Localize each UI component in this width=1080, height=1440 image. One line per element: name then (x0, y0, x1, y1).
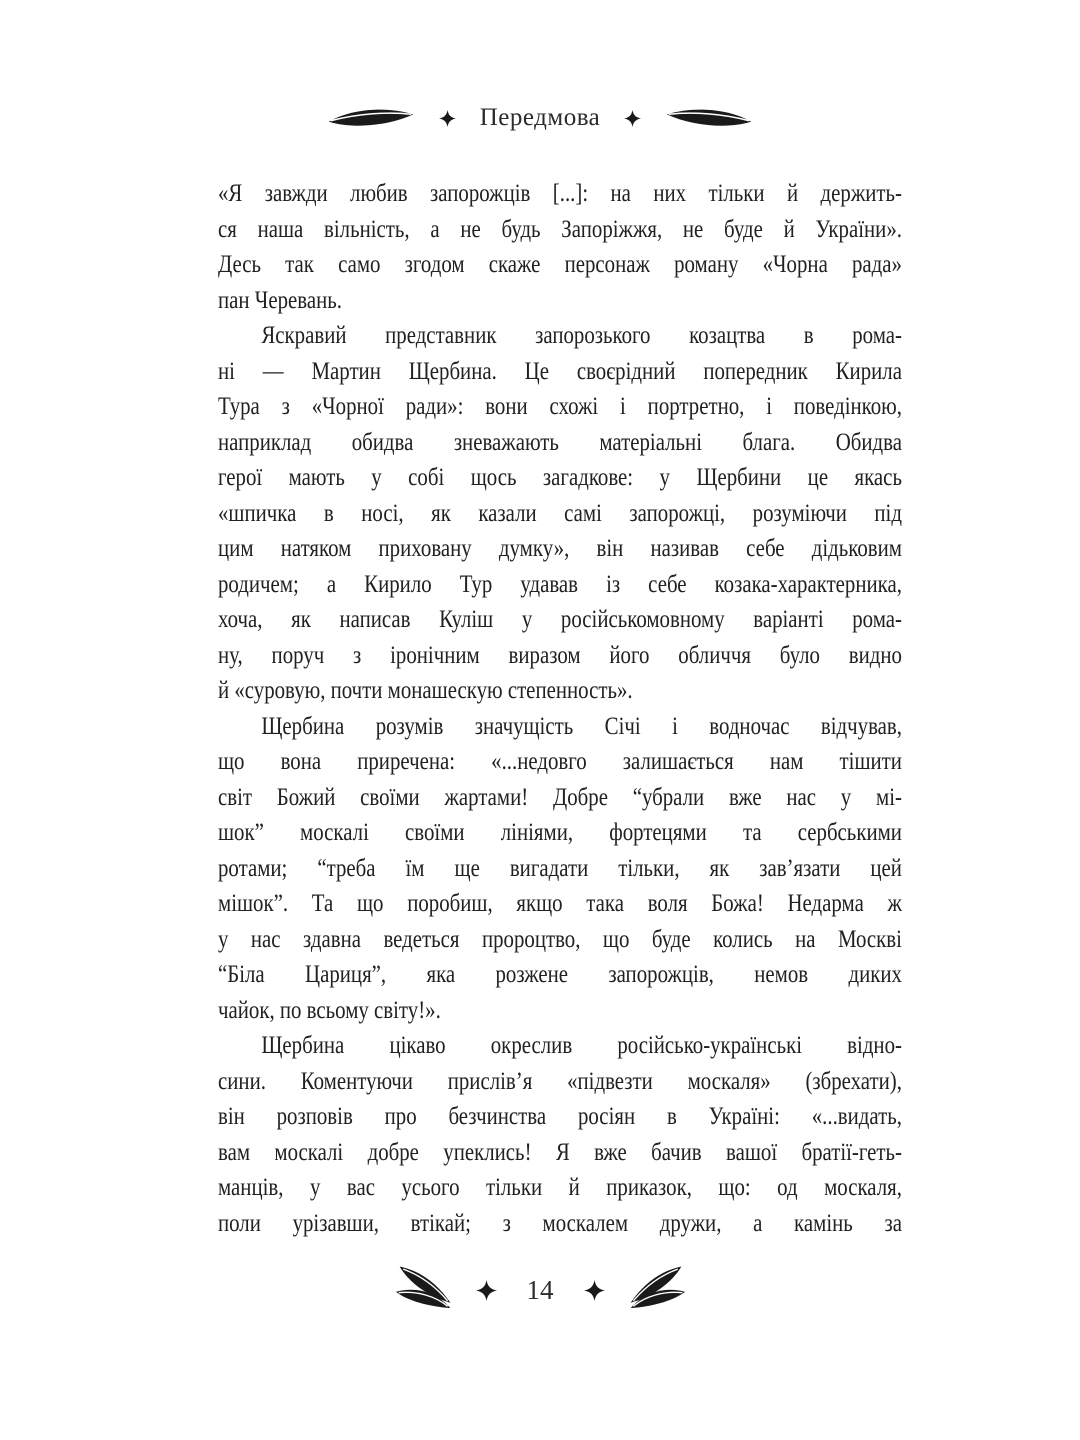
leaf-ornament-right-icon (665, 105, 753, 131)
text-line: Тура з «Чорної ради»: вони схожі і портретно, і поведінкою, (218, 393, 902, 420)
paragraph (218, 709, 902, 1029)
text-line: він розповів про безчинства росіян в Україні: «...видать, (218, 1103, 902, 1130)
text-line: «Я завжди любив запорожців [...]: на них тільки й держить- (218, 180, 902, 207)
page-number: 14 (526, 1274, 554, 1305)
text-line: шок” москалі своїми лініями, фортецями та сербськими (218, 819, 902, 846)
text-line: поли урізавши, втікай; з москалем дружи, а камінь за (218, 1209, 902, 1237)
diamond-star-icon (624, 110, 641, 127)
paragraph (218, 176, 902, 318)
text-line: ну, поруч з іронічним виразом його обличчя було видно (218, 641, 902, 669)
text-line: у нас здавна ведеться пророцтво, що буде колись на Москві (218, 925, 902, 953)
text-line: й «суровую, почти монашескую степенность». (218, 677, 633, 704)
text-line: цим натяком приховану думку», він називав себе дідьковим (218, 535, 902, 562)
double-leaf-ornament-left-icon (396, 1266, 454, 1314)
text-line: наприклад обидва зневажають матеріальні блага. Обидва (218, 428, 902, 456)
chapter-title: Передмова (479, 104, 601, 131)
text-line: герої мають у собі щось загадкове: у Щербини це якась (218, 464, 902, 491)
page-header (0, 104, 1080, 132)
text-line: “Біла Цариця”, яка розжене запорожців, немов диких (218, 961, 902, 988)
page-body (218, 176, 902, 1241)
text-line: «шпичка в носі, як казали самі запорожці, розуміючи під (218, 499, 902, 527)
text-line: Щербина цікаво окреслив російсько-українські відно- (261, 1032, 902, 1059)
text-line: Яскравий представник запорозького козацтва в рома- (261, 322, 902, 349)
text-line: Десь так само згодом скаже персонаж роману «Чорна рада» (218, 251, 902, 278)
text-line: родичем; а Кирило Тур удавав із себе козака-характерника, (218, 570, 902, 598)
text-line: пан Черевань. (218, 286, 342, 314)
text-line: ні — Мартин Щербина. Це своєрідний попередник Кирила (218, 357, 902, 385)
text-line: хоча, як написав Куліш у російськомовному варіанті рома- (218, 606, 902, 633)
diamond-star-icon (439, 110, 456, 127)
text-line: мішок”. Та що поробиш, якщо така воля Божа! Недарма ж (218, 890, 902, 917)
leaf-ornament-left-icon (327, 105, 415, 131)
page-footer (0, 1266, 1080, 1314)
text-line: Щербина розумів значущість Січі і водночас відчував, (261, 712, 902, 740)
paragraph (218, 1028, 902, 1241)
text-line: світ Божий своїми жартами! Добре “убрали вже нас у мі- (218, 783, 902, 811)
text-line: що вона приречена: «...недовго залишається нам тішити (218, 748, 902, 775)
text-line: ротами; “треба їм ще вигадати тільки, як зав’язати цей (218, 854, 902, 882)
text-line: манців, у вас усього тільки й приказок, що: од москаля, (218, 1174, 902, 1201)
paragraph (218, 318, 902, 709)
text-line: чайок, по всьому світу!». (218, 996, 441, 1024)
diamond-star-icon (476, 1280, 497, 1301)
text-line: ся наша вільність, а не будь Запоріжжя, не буде й України». (218, 215, 902, 243)
text-line: сини. Коментуючи прислів’я «підвезти москаля» (збрехати), (218, 1067, 902, 1095)
double-leaf-ornament-right-icon (627, 1266, 685, 1314)
text-line: вам москалі добре упеклись! Я вже бачив вашої братії-геть- (218, 1138, 902, 1166)
diamond-star-icon (584, 1280, 605, 1301)
